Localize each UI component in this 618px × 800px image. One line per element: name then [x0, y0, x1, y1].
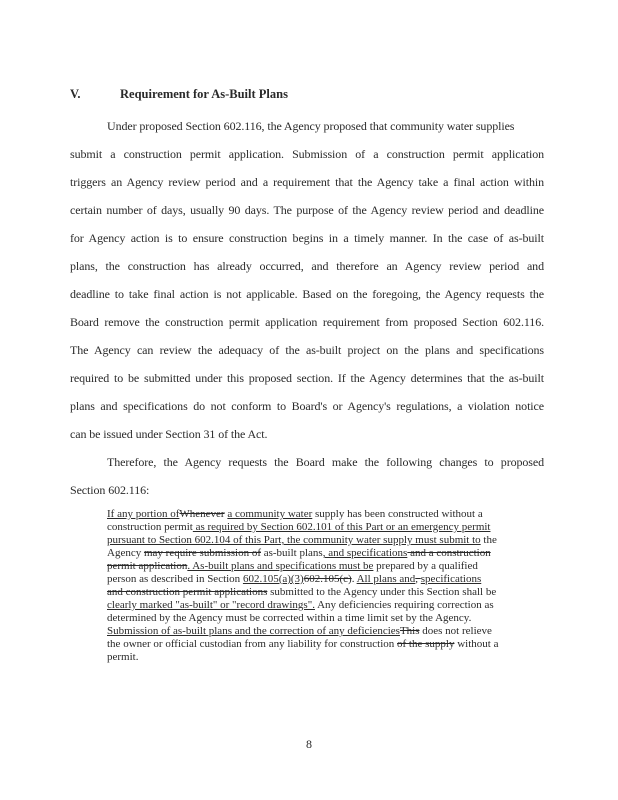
section-number: V.: [70, 87, 81, 101]
paragraph-line: Section 602.116:: [70, 483, 150, 497]
paragraph-line: plans and specifications do not conform to Board's or Agency's regulations, a violation notice: [70, 399, 544, 413]
paragraph-line: plans, the construction has already occurred, and therefore an Agency review period and: [70, 259, 544, 273]
section-heading: [70, 87, 288, 102]
paragraph-line: submit a construction permit application. Submission of a construction permit application: [70, 147, 544, 161]
section-title: Requirement for As-Built Plans: [120, 87, 288, 101]
quote-line: determined by the Agency must be corrected within a time limit set by the Agency.: [107, 612, 472, 624]
paragraph-line: can be issued under Section 31 of the Act.: [70, 427, 268, 441]
quote-line: permit.: [107, 651, 139, 663]
quote-line: permit application. As-built plans and specifications must be prepared by a qualified: [107, 560, 478, 572]
quote-line: construction permit as required by Section 602.101 of this Part or an emergency permit: [107, 521, 491, 533]
page-number: 8: [306, 737, 312, 751]
paragraph-line: triggers an Agency review period and a requirement that the Agency take a final action within: [70, 175, 544, 189]
quote-line: and construction permit applications submitted to the Agency under this Section shall be: [107, 586, 497, 598]
paragraph-line: The Agency can review the adequacy of the as-built project on the plans and specifications: [70, 343, 544, 357]
paragraph-line: required to be submitted under this proposed section. If the Agency determines that the as-built: [70, 371, 544, 385]
paragraph-line: certain number of days, usually 90 days. The purpose of the Agency review period and deadline: [70, 203, 544, 217]
quote-line: Agency may require submission of as-built plans, and specifications and a construction: [107, 547, 491, 559]
amended-rule-text: [107, 508, 547, 664]
quote-line: If any portion ofWhenever a community water supply has been constructed without a: [107, 508, 483, 520]
quote-line: pursuant to Section 602.104 of this Part, the community water supply must submit to the: [107, 534, 497, 546]
paragraph-line: Therefore, the Agency requests the Board make the following changes to proposed: [107, 455, 544, 469]
paragraph-line: Board remove the construction permit application requirement from proposed Section 602.116.: [70, 315, 544, 329]
paragraph-line: deadline to take final action is not applicable. Based on the foregoing, the Agency requests the: [70, 287, 544, 301]
quote-line: clearly marked "as-built" or "record drawings". Any deficiencies requiring correction as: [107, 599, 494, 611]
quote-line: Submission of as-built plans and the correction of any deficienciesThis does not relieve: [107, 625, 492, 637]
paragraph-line: for Agency action is to ensure construction begins in a timely manner. In the case of as-built: [70, 231, 544, 245]
quote-line: person as described in Section 602.105(a)(3)602.105(c). All plans and, specifications: [107, 573, 482, 585]
paragraph-line: Under proposed Section 602.116, the Agency proposed that community water supplies: [107, 119, 515, 133]
quote-line: the owner or official custodian from any liability for construction of the supply without a: [107, 638, 499, 650]
